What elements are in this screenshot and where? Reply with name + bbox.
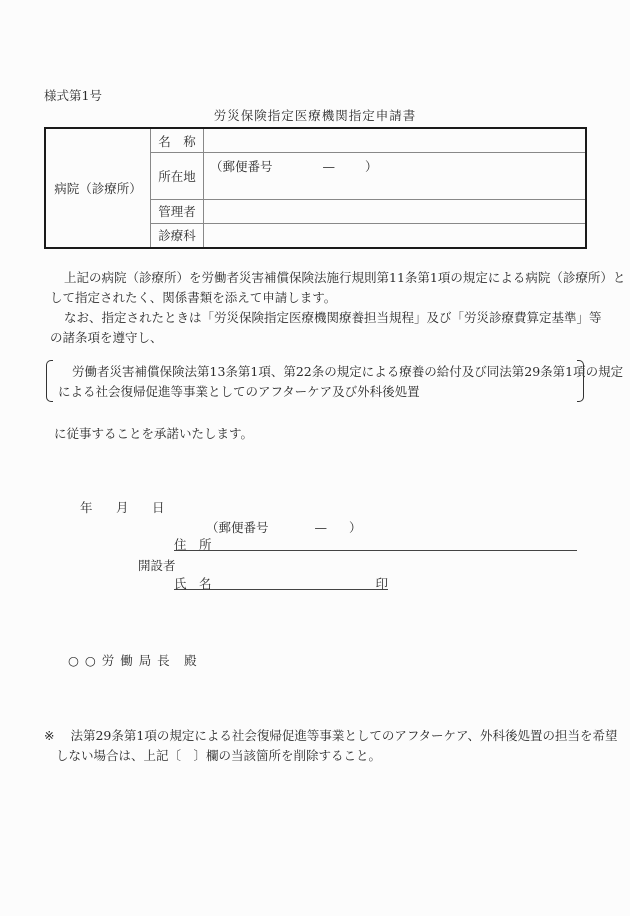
- date-year: 年: [80, 500, 93, 515]
- registration-table: [44, 127, 587, 249]
- name-label: 名 称: [151, 128, 204, 153]
- department-field[interactable]: [204, 223, 587, 248]
- consent-text: に従事することを承諾いたします。: [54, 426, 254, 441]
- document-title: 労災保険指定医療機関指定申請書: [213, 108, 417, 123]
- location-field[interactable]: [204, 153, 587, 200]
- manager-field[interactable]: [204, 199, 587, 223]
- addressee: ○ ○ 労 働 局 長 殿: [68, 653, 198, 668]
- location-label: 所在地: [151, 153, 204, 200]
- application-paragraph: 上記の病院（診療所）を労働者災害補償保険法施行規則第11条第1項の規定による病院（診療所）と して指定されたく、関係書類を添えて申請します。 なお、指定されたときは「労災保険指定医療機関療養担当規程」及び「労災診療費算定基準」等 の諸条項を遵守し、: [50, 270, 626, 345]
- department-label: 診療科: [151, 223, 204, 248]
- location-zip: [210, 157, 585, 175]
- name-field[interactable]: [204, 128, 587, 153]
- bracketed-clause: 労働者災害補償保険法第13条第1項、第22条の規定による療養の給付及び同法第29条第1項の規定 による社会復帰促進等事業としてのアフターケア及び外科後処置: [46, 358, 584, 402]
- applicant-zip: （郵便番号 — ）: [206, 520, 362, 535]
- founder-label: 開設者: [138, 558, 176, 573]
- name-field-signature[interactable]: [174, 574, 388, 590]
- left-bracket-icon: [46, 360, 53, 402]
- org-type-label: 病院（診療所）: [45, 128, 151, 248]
- manager-label: 管理者: [151, 199, 204, 223]
- address-label: 住 所: [174, 537, 212, 552]
- zip-prefix: （郵便番号: [210, 159, 273, 175]
- date-day: 日: [152, 500, 165, 515]
- seal-mark: 印: [375, 576, 388, 591]
- footnote: ※ 法第29条第1項の規定による社会復帰促進等事業としてのアフターケア、外科後処置の担当を希望 しない場合は、上記〔 〕欄の当該箇所を削除すること。: [44, 728, 618, 763]
- form-number: 様式第1号: [44, 88, 102, 103]
- date-month: 月: [116, 500, 129, 515]
- right-bracket-icon: [577, 360, 584, 402]
- zip-dash: —: [322, 159, 335, 175]
- note-mark: ※: [44, 728, 55, 743]
- zip-close: ）: [364, 159, 378, 175]
- address-field[interactable]: [174, 535, 577, 551]
- name-label-signature: 氏 名: [174, 576, 212, 591]
